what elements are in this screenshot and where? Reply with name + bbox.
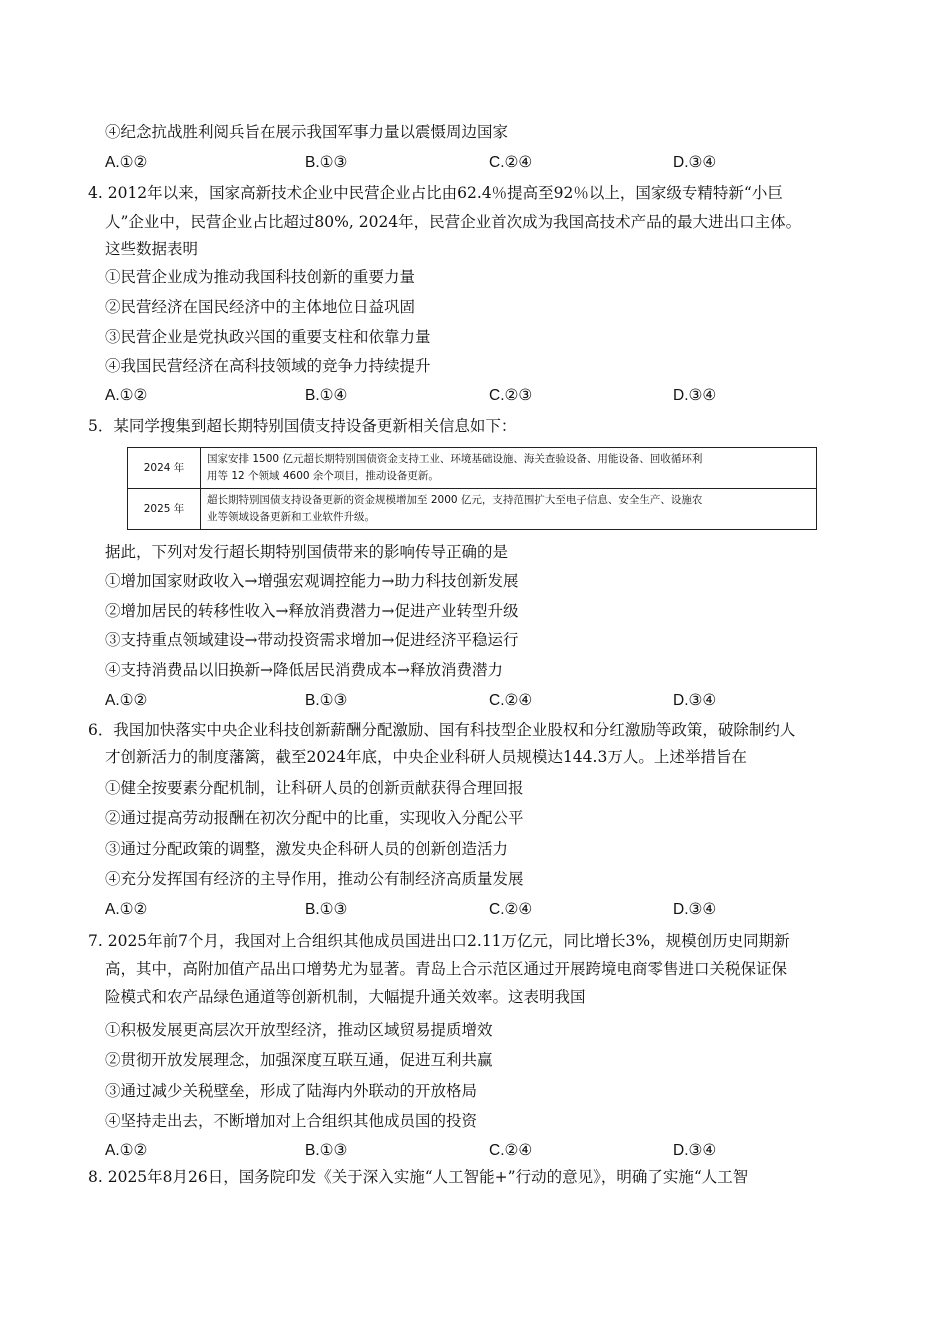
q6-stem-line-2: 才创新活力的制度藩篱，截至2024年底，中央企业科研人员规模达144.3万人。上述举措旨在 <box>105 748 747 766</box>
q5-item-3: ③支持重点领域建设→带动投资需求增加→促进经济平稳运行 <box>105 631 519 649</box>
option-a: A.①② <box>105 692 148 709</box>
q6-stem-line-1: 6．我国加快落实中央企业科技创新薪酬分配激励、国有科技型企业股权和分红激励等政策，破除制约人 <box>88 721 796 739</box>
q4-options <box>105 385 745 407</box>
q6-item-4: ④充分发挥国有经济的主导作用，推动公有制经济高质量发展 <box>105 870 524 888</box>
q6-item-2: ②通过提高劳动报酬在初次分配中的比重，实现收入分配公平 <box>105 809 524 827</box>
q5-stem: 5．某同学搜集到超长期特别国债支持设备更新相关信息如下： <box>88 417 517 435</box>
q4-stem-line-3: 这些数据表明 <box>105 240 199 258</box>
q5-item-1: ①增加国家财政收入→增强宏观调控能力→助力科技创新发展 <box>105 572 519 590</box>
q3-options <box>105 152 745 174</box>
option-c: C.②④ <box>489 1142 533 1159</box>
q4-item-1: ①民营企业成为推动我国科技创新的重要力量 <box>105 268 416 286</box>
q7-item-3: ③通过减少关税壁垒，形成了陆海内外联动的开放格局 <box>105 1082 478 1100</box>
option-d: D.③④ <box>673 154 717 171</box>
option-a: A.①② <box>105 387 148 404</box>
option-d: D.③④ <box>673 387 717 404</box>
table-row <box>128 448 817 489</box>
table-text-line: 超长期特别国债支持设备更新的资金规模增加至 2000 亿元，支持范围扩大至电子信息、安全生产、设施农 <box>207 494 703 506</box>
option-c: C.②④ <box>489 692 533 709</box>
option-b: B.①③ <box>305 692 348 709</box>
q4-stem-line-1: 4. 2012年以来，国家高新技术企业中民营企业占比由62.4％提高至92％以上，国家级专精特新“小巨 <box>88 184 783 202</box>
table-text-cell <box>201 489 817 530</box>
table-text-line: 业等领域设备更新和工业软件升级。 <box>207 511 375 523</box>
option-b: B.①③ <box>305 1142 348 1159</box>
q5-question: 据此，下列对发行超长期特别国债带来的影响传导正确的是 <box>105 543 509 561</box>
q5-item-2: ②增加居民的转移性收入→释放消费潜力→促进产业转型升级 <box>105 602 519 620</box>
option-c: C.②④ <box>489 901 533 918</box>
table-text-cell <box>201 448 817 489</box>
option-a: A.①② <box>105 154 148 171</box>
option-b: B.①④ <box>305 387 348 404</box>
q7-item-1: ①积极发展更高层次开放型经济，推动区域贸易提质增效 <box>105 1021 493 1039</box>
table-year-cell: 2025 年 <box>128 489 201 530</box>
q7-item-2: ②贯彻开放发展理念，加强深度互联互通，促进互利共赢 <box>105 1051 493 1069</box>
q7-item-4: ④坚持走出去，不断增加对上合组织其他成员国的投资 <box>105 1112 478 1130</box>
q7-stem-line-2: 高，其中，高附加值产品出口增势尤为显著。青岛上合示范区通过开展跨境电商零售进口关税保证保 <box>105 960 788 978</box>
option-b: B.①③ <box>305 901 348 918</box>
option-d: D.③④ <box>673 1142 717 1159</box>
q5-item-4: ④支持消费品以旧换新→降低居民消费成本→释放消费潜力 <box>105 661 503 679</box>
q5-info-table <box>127 447 817 530</box>
option-a: A.①② <box>105 901 148 918</box>
table-text-line: 用等 12 个领域 4600 余个项目，推动设备更新。 <box>207 470 439 482</box>
q3-item-4: ④纪念抗战胜利阅兵旨在展示我国军事力量以震慑周边国家 <box>105 123 509 141</box>
q6-options <box>105 899 745 921</box>
q4-item-3: ③民营企业是党执政兴国的重要支柱和依靠力量 <box>105 328 431 346</box>
q4-stem-line-2: 人”企业中，民营企业占比超过80%, 2024年，民营企业首次成为我国高技术产品的最大进出口主体。 <box>105 213 802 231</box>
table-text-line: 国家安排 1500 亿元超长期特别国债资金支持工业、环境基础设施、海关查验设备、用能设备、回收循环利 <box>207 453 703 465</box>
q5-options <box>105 690 745 712</box>
table-year-cell: 2024 年 <box>128 448 201 489</box>
option-c: C.②④ <box>489 154 533 171</box>
q7-stem-line-1: 7. 2025年前7个月，我国对上合组织其他成员国进出口2.11万亿元，同比增长3%，规模创历史同期新 <box>88 932 790 950</box>
option-a: A.①② <box>105 1142 148 1159</box>
option-b: B.①③ <box>305 154 348 171</box>
q8-stem: 8. 2025年8月26日，国务院印发《关于深入实施“人工智能+”行动的意见》，明确了实施“人工智 <box>88 1168 749 1186</box>
option-d: D.③④ <box>673 901 717 918</box>
option-c: C.②③ <box>489 387 533 404</box>
option-d: D.③④ <box>673 692 717 709</box>
q7-stem-line-3: 险模式和农产品绿色通道等创新机制，大幅提升通关效率。这表明我国 <box>105 988 586 1006</box>
q4-item-4: ④我国民营经济在高科技领域的竞争力持续提升 <box>105 357 431 375</box>
table-row <box>128 489 817 530</box>
q4-item-2: ②民营经济在国民经济中的主体地位日益巩固 <box>105 298 416 316</box>
q6-item-3: ③通过分配政策的调整，激发央企科研人员的创新创造活力 <box>105 840 509 858</box>
q7-options <box>105 1140 745 1162</box>
q6-item-1: ①健全按要素分配机制，让科研人员的创新贡献获得合理回报 <box>105 779 524 797</box>
